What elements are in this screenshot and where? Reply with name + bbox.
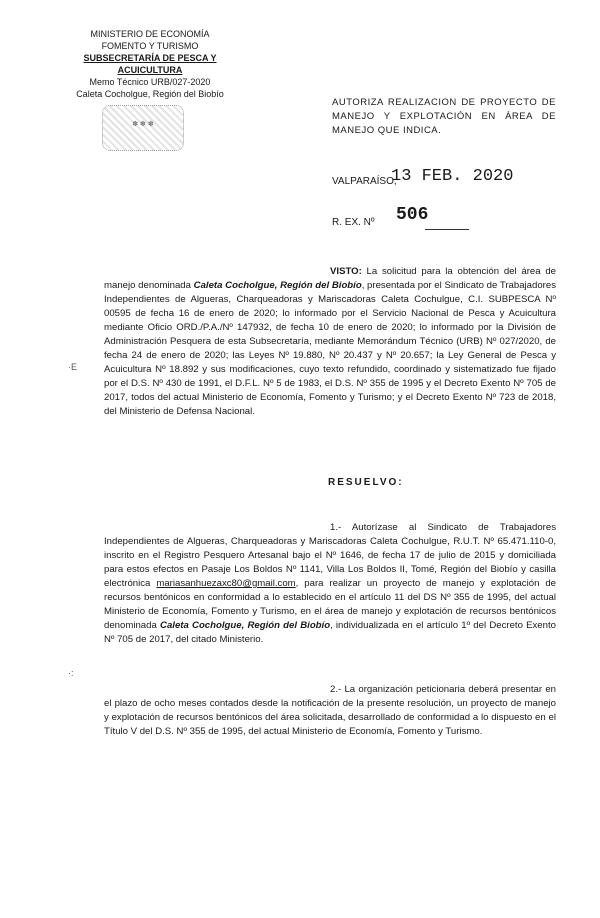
visto-paragraph: VISTO: La solicitud para la obtención del área de manejo denominada Caleta Cocholgue, Región del Biobío, presentada por el Sindicato de Trabajadores Independientes de Algueras, Charqueadoras y Mariscadoras Caleta Cochulgue, C.I. SUBPESCA Nº 00595 de fecha 16 de enero de 2020; lo informado por el Servicio Nacional de Pesca y Acuicultura mediante Oficio ORD./P.A./Nº 147932, de fecha 10 de enero de 2020; lo informado por la División de Administración Pesquera de esta Subsecretaría, mediante Memorándum Técnico (URB) Nº 027/2020, de fecha 24 de enero de 2020; las Leyes Nº 19.880, Nº 20.437 y Nº 20.657; la Ley General de Pesca y Acuicultura Nº 18.892 y sus modificaciones, cuyo texto refundido, coordinado y sistematizado fue fijado por el D.S. Nº 430 de 1991, el D.F.L. Nº 5 de 1983, el D.S. Nº 355 de 1995 y el Decreto Exento Nº 705 de 2017, todos del actual Ministerio de Economía, Fomento y Turismo; y el Decreto Exento Nº 723 de 2018, del Ministerio de Defensa Nacional. [104,266,556,417]
item-2-number: 2.- [330,684,342,695]
location-reference: Caleta Cocholgue, Región del Biobío [76,89,224,99]
item-1-paragraph: 1.- Autorízase al Sindicato de Trabajadores Independientes de Algueras, Charqueadoras y Mariscadoras Caleta Cochulgue, R.U.T. Nº 65.471.110-0, inscrito en el Registro Pesquero Artesanal bajo el Nº 1646, de fecha 17 de julio de 2015 y domiciliada para estos efectos en Pasaje Los Boldos Nº 1141, Villa Los Boldos II, Tomé, Región del Biobío y casilla electrónica mariasanhuezaxc80@gmail.com, para realizar un proyecto de manejo y explotación de recursos bentónicos en conformidad a lo establecido en el artículo 11 del DS Nº 355 de 1995, del actual Ministerio de Economía, Fomento y Turismo, en el área de manejo y explotación de recursos bentónicos denominada Caleta Cocholgue, Región del Biobío, individualizada en el artículo 1º del Decreto Exento Nº 705 de 2017, del citado Ministerio. [104,522,557,645]
item-2-paragraph: 2.- La organización peticionaria deberá presentar en el plazo de ocho meses contados desde la notificación de la presente resolución, un proyecto de manejo y explotación de recursos bentónicos del área solicitada, desarrollado de conformidad a lo dispuesto en el Título V del D.S. Nº 355 de 1995, del actual Ministerio de Economía, Fomento y Turismo. [104,684,556,737]
resuelvo-heading: RESUELVO: [328,477,404,488]
margin-mark: ·E [68,362,77,372]
city-label: VALPARAÍSO, [332,176,397,187]
official-stamp: ✽ ✽ ✽ [102,105,184,151]
exento-label: R. EX. Nº [332,217,375,228]
ministry-subname: FOMENTO Y TURISMO [101,41,199,51]
visto-label: VISTO: [330,266,362,277]
ministry-name: MINISTERIO DE ECONOMÍA [90,29,210,39]
margin-mark: ·: [68,668,74,678]
letterhead [52,28,248,100]
item-1-number: 1.- [330,522,342,533]
subsecretary-name: SUBSECRETARÍA DE PESCA Y ACUICULTURA [83,53,217,75]
area-name: Caleta Cocholgue, Región del Biobío [193,280,362,291]
resolution-title: AUTORIZA REALIZACION DE PROYECTO DE MANEJO Y EXPLOTACIÓN EN ÁREA DE MANEJO QUE INDICA. [332,97,556,136]
email-link[interactable]: mariasanhuezaxc80@gmail.com [156,578,296,589]
exento-number: 506 [396,205,429,225]
exento-underline [425,229,469,230]
area-name: Caleta Cocholgue, Región del Biobío [160,620,331,631]
memo-reference: Memo Técnico URB/027-2020 [89,77,211,87]
resolution-date: 13 FEB. 2020 [391,167,514,186]
